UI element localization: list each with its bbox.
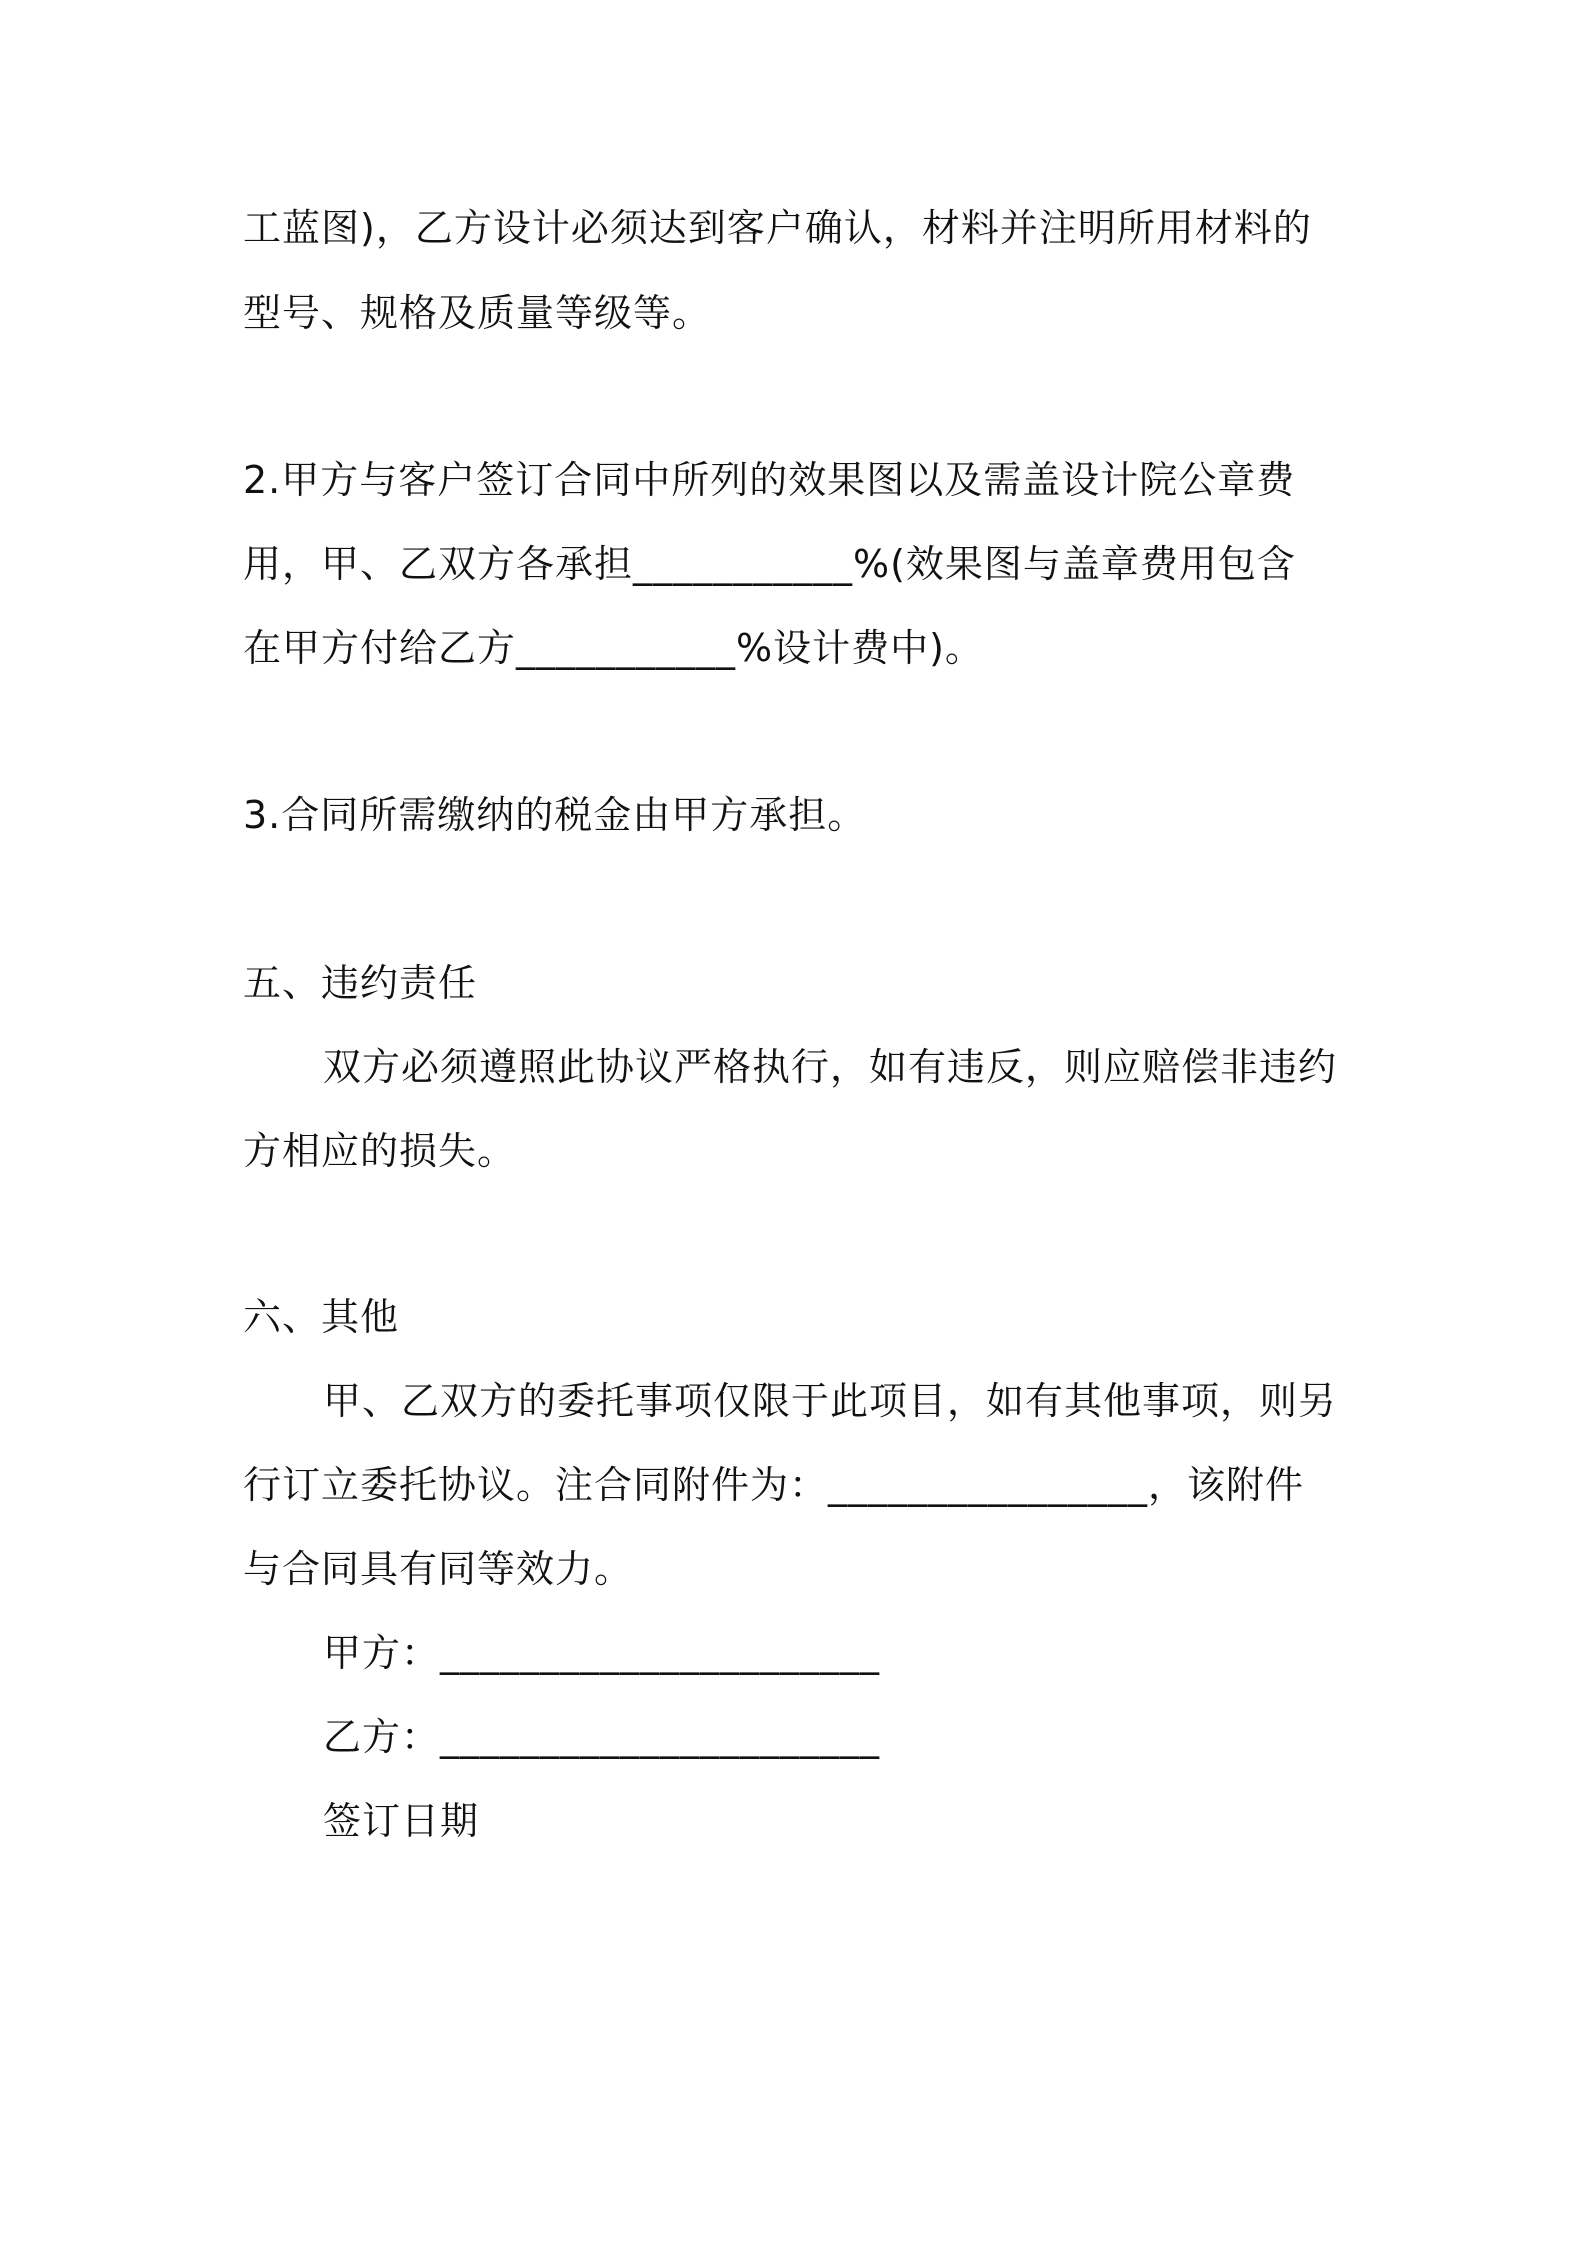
clause-2-line: 在甲方付给乙方___________%设计费中)。 [243,626,984,670]
breach-paragraph-line: 方相应的损失。 [243,1129,517,1173]
section-heading-other: 六、其他 [243,1295,400,1339]
breach-paragraph-line: 双方必须遵照此协议严格执行，如有违反，则应赔偿非违约 [323,1045,1338,1089]
body-text-line: 型号、规格及质量等级等。 [243,291,712,335]
section-heading-breach-liability: 五、违约责任 [243,961,478,1005]
party-b-signature-line: 乙方：______________________ [323,1715,881,1759]
clause-2-line: 2.甲方与客户签订合同中所列的效果图以及需盖设计院公章费 [243,458,1296,502]
other-paragraph-line: 行订立委托协议。注合同附件为：________________，该附件 [243,1463,1305,1507]
other-paragraph-line: 甲、乙双方的委托事项仅限于此项目，如有其他事项，则另 [323,1379,1338,1423]
signing-date-label: 签订日期 [323,1799,480,1843]
other-paragraph-line: 与合同具有同等效力。 [243,1547,634,1591]
clause-2-line: 用，甲、乙双方各承担___________%(效果图与盖章费用包含 [243,542,1296,586]
party-a-signature-line: 甲方：______________________ [323,1631,881,1675]
clause-3-line: 3.合同所需缴纳的税金由甲方承担。 [243,793,867,837]
body-text-line: 工蓝图)，乙方设计必须达到客户确认，材料并注明所用材料的 [243,206,1312,250]
